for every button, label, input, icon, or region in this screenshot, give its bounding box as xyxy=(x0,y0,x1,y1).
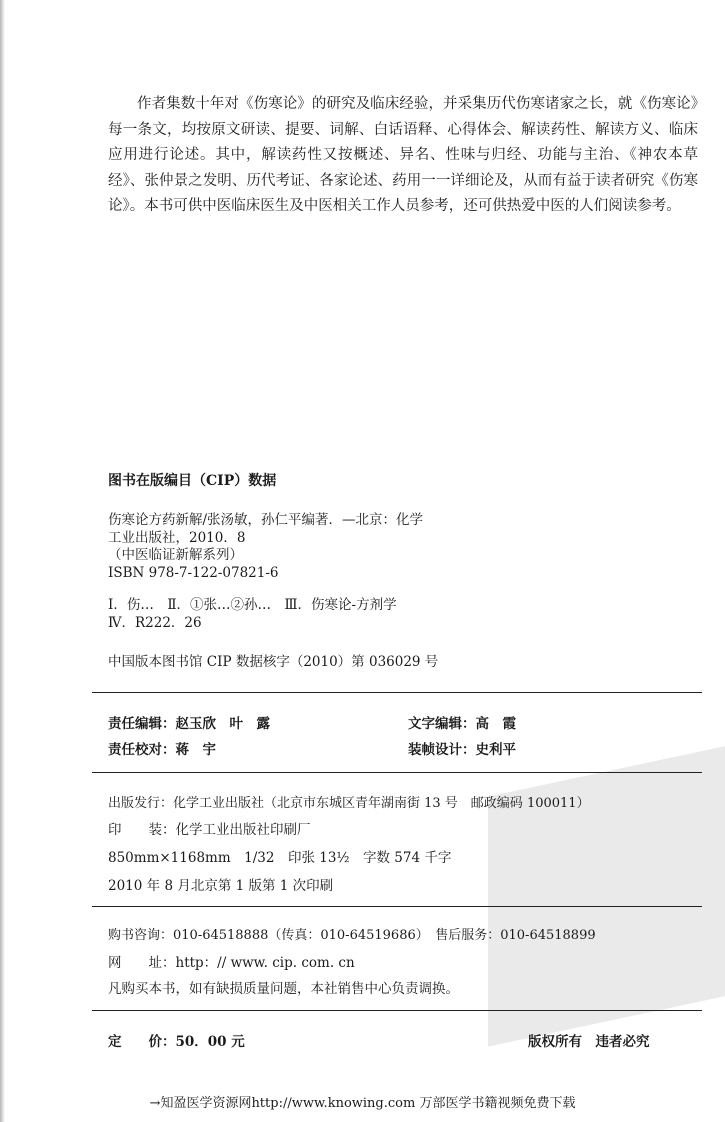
cover-designer: 装帧设计：史利平 xyxy=(408,742,516,758)
cip-line: 工业出版社，2010．8 xyxy=(108,529,246,546)
divider xyxy=(92,1010,702,1011)
footer-banner: →知盈医学资源网http://www.knowing.com 万部医学书籍视频免费下载 xyxy=(149,1096,576,1111)
cip-line: 伤寒论方药新解/张汤敏，孙仁平编著．—北京：化学 xyxy=(108,512,424,528)
divider xyxy=(92,692,702,693)
format-info: 850mm×1168mm 1/32 印张 13½ 字数 574 千字 xyxy=(108,850,452,866)
divider xyxy=(92,906,702,907)
edition-info: 2010 年 8 月北京第 1 版第 1 次印刷 xyxy=(108,878,334,894)
printer-info: 印 装：化学工业出版社印刷厂 xyxy=(108,822,311,838)
cip-class-line: Ⅳ．R222．26 xyxy=(108,615,202,631)
responsible-editor: 责任编辑：赵玉欣 叶 露 xyxy=(108,716,270,732)
cip-line: （中医临证新解系列） xyxy=(108,547,243,563)
cip-verify-number: 中国版本图书馆 CIP 数据核字（2010）第 036029 号 xyxy=(108,654,439,670)
cip-classification xyxy=(108,596,397,632)
copyright-notice: 版权所有 违者必究 xyxy=(528,1034,650,1050)
cip-isbn: ISBN 978-7-122-07821-6 xyxy=(108,564,279,581)
cip-title: 图书在版编目（CIP）数据 xyxy=(108,473,277,489)
book-abstract: 作者集数十年对《伤寒论》的研究及临床经验，并采集历代伤寒诸家之长，就《伤寒论》每一条文，均按原文研读、提要、词解、白话语释、心得体会、解读药性、解读方义、临床应用进行论述。其中，解读药性又按概述、异名、性味与归经、功能与主治、《神农本草经》、张仲景之发明、历代考证、各家论述、药用一一详细论及，从而有益于读者研究《伤寒论》。本书可供中医临床医生及中医相关工作人员参考，还可供热爱中医的人们阅读参考。 xyxy=(108,96,698,214)
page-edge-shadow xyxy=(0,0,5,1122)
proofreader: 责任校对：蒋 宇 xyxy=(108,742,216,758)
background-stamp xyxy=(488,743,725,1046)
divider xyxy=(92,772,702,773)
cip-class-line: Ⅰ．伤… Ⅱ．①张…②孙… Ⅲ．伤寒论-方剂学 xyxy=(108,597,397,613)
purchase-contact: 购书咨询：010-64518888（传真：010-64519686） 售后服务：010-64518899 xyxy=(108,928,596,943)
cip-record xyxy=(108,512,423,582)
website-info: 网 址：http：// www. cip. com. cn xyxy=(108,955,355,971)
price: 定 价：50．00 元 xyxy=(108,1034,245,1050)
return-notice: 凡购买本书，如有缺损质量问题，本社销售中心负责调换。 xyxy=(108,981,459,997)
text-editor: 文字编辑：高 霞 xyxy=(408,716,516,732)
publisher-info: 出版发行：化学工业出版社（北京市东城区青年湖南街 13 号 邮政编码 100011） xyxy=(108,796,590,811)
